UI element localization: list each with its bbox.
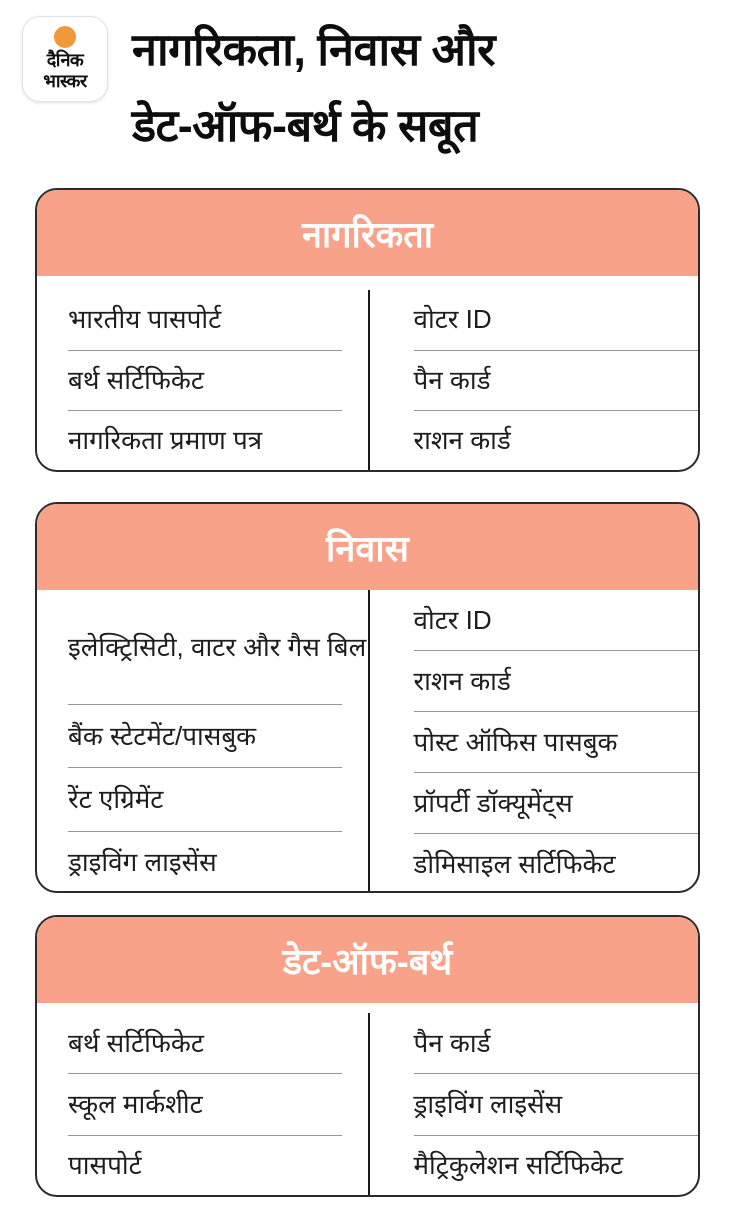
- citizenship-right-column: [368, 290, 699, 472]
- proof-item: पासपोर्ट: [68, 1150, 142, 1181]
- section-card-residence: [35, 502, 700, 893]
- logo-text-line1: दैनिक: [46, 50, 84, 70]
- page-title-line1: नागरिकता, निवास और: [132, 24, 496, 75]
- proof-item: राशन कार्ड: [413, 425, 511, 456]
- section-body-date-of-birth: [37, 1003, 698, 1197]
- proof-item: स्कूल मार्कशीट: [68, 1074, 368, 1135]
- proof-item: नागरिकता प्रमाण पत्र: [68, 425, 263, 456]
- section-card-date-of-birth: [35, 915, 700, 1197]
- proof-item: इलेक्ट्रिसिटी, वाटर और गैस बिल: [68, 590, 368, 705]
- page-title-line2: डेट-ऑफ-बर्थ के सबूत: [132, 100, 479, 151]
- proof-item: पैन कार्ड: [414, 1013, 699, 1074]
- dob-right-column: [368, 1013, 699, 1197]
- page-title: [132, 12, 722, 164]
- proof-item: ड्राइविंग लाइसेंस: [414, 1074, 699, 1135]
- proof-item: बर्थ सर्टिफिकेट: [68, 1013, 368, 1074]
- proof-item: राशन कार्ड: [414, 651, 699, 712]
- proof-item: ड्राइविंग लाइसेंस: [68, 847, 217, 878]
- proof-item: प्रॉपर्टी डॉक्यूमेंट्स: [414, 773, 699, 834]
- section-card-citizenship: [35, 188, 700, 472]
- proof-item: भारतीय पासपोर्ट: [68, 290, 368, 351]
- dainik-bhaskar-logo: [22, 16, 108, 102]
- section-body-citizenship: [37, 276, 698, 472]
- section-body-residence: [37, 590, 698, 893]
- proof-item: बर्थ सर्टिफिकेट: [68, 351, 368, 412]
- proof-item: डोमिसाइल सर्टिफिकेट: [413, 848, 616, 879]
- proof-item: वोटर ID: [414, 290, 699, 351]
- section-header-citizenship: नागरिकता: [37, 190, 698, 276]
- logo-text-line2: भास्कर: [43, 71, 87, 91]
- dob-left-column: [37, 1013, 368, 1197]
- proof-item: पैन कार्ड: [414, 351, 699, 412]
- sun-icon: [54, 26, 76, 48]
- proof-item: बैंक स्टेटमेंट/पासबुक: [68, 705, 368, 768]
- proof-item: मैट्रिकुलेशन सर्टिफिकेट: [413, 1150, 624, 1181]
- residence-right-column: [368, 590, 699, 893]
- section-header-residence: निवास: [37, 504, 698, 590]
- proof-item: वोटर ID: [414, 590, 699, 651]
- section-header-date-of-birth: डेट-ऑफ-बर्थ: [37, 917, 698, 1003]
- proof-item: पोस्ट ऑफिस पासबुक: [414, 712, 699, 773]
- citizenship-left-column: [37, 290, 368, 472]
- proof-item: रेंट एग्रिमेंट: [68, 768, 368, 831]
- residence-left-column: [37, 590, 368, 893]
